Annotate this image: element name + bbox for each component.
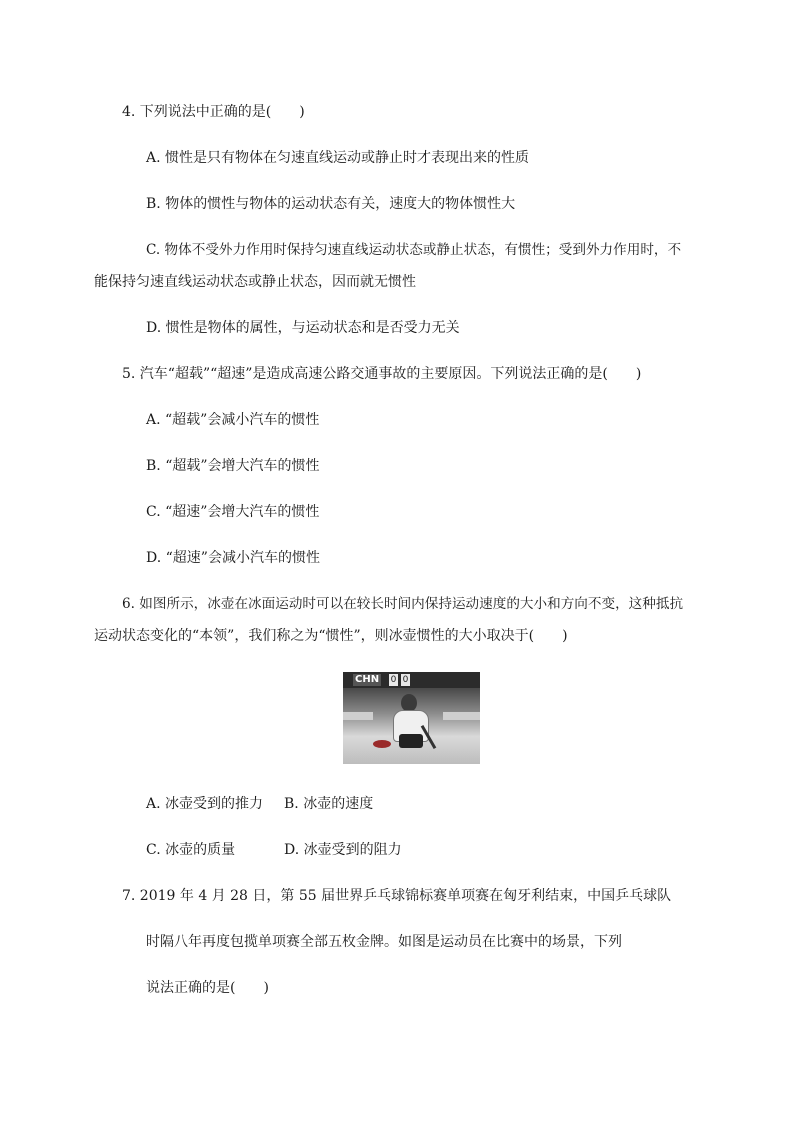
question-4-stem: 4. 下列说法中正确的是( ) <box>122 104 305 120</box>
question-4-option-c-line2: 能保持匀速直线运动状态或静止状态，因而就无惯性 <box>94 274 416 290</box>
arena-board <box>343 712 373 720</box>
question-6-option-b: B. 冰壶的速度 <box>284 796 374 812</box>
curling-photo <box>343 672 480 764</box>
question-4-option-b: B. 物体的惯性与物体的运动状态有关，速度大的物体惯性大 <box>146 196 516 212</box>
question-7-stem-line2: 时隔八年再度包揽单项赛全部五枚金牌。如图是运动员在比赛中的场景，下列 <box>146 934 622 950</box>
scoreboard-digit: 0 <box>402 675 409 685</box>
question-4-option-c-line1: C. 物体不受外力作用时保持匀速直线运动状态或静止状态，有惯性；受到外力作用时，不 <box>146 242 682 258</box>
player-leg <box>399 734 423 748</box>
question-5-option-b: B. “超载”会增大汽车的惯性 <box>146 458 320 474</box>
curling-stone <box>373 740 391 748</box>
question-5-option-a: A. “超载”会减小汽车的惯性 <box>146 412 320 428</box>
question-6-stem-line2: 运动状态变化的“本领”，我们称之为“惯性”，则冰壶惯性的大小取决于( ) <box>94 628 568 644</box>
scoreboard-digit: 0 <box>390 675 397 685</box>
question-6-option-c: C. 冰壶的质量 <box>146 842 236 858</box>
scoreboard-team-label: CHN <box>355 674 380 685</box>
question-4-option-d: D. 惯性是物体的属性，与运动状态和是否受力无关 <box>146 320 460 336</box>
question-5-option-c: C. “超速”会增大汽车的惯性 <box>146 504 320 520</box>
question-7-stem-line1: 7. 2019 年 4 月 28 日，第 55 届世界乒乓球锦标赛单项赛在匈牙利结束，中国乒乓球队 <box>122 888 672 904</box>
question-4-option-a: A. 惯性是只有物体在匀速直线运动或静止时才表现出来的性质 <box>146 150 530 166</box>
question-6-option-a: A. 冰壶受到的推力 <box>146 796 264 812</box>
arena-board <box>443 712 480 720</box>
question-5-option-d: D. “超速”会减小汽车的惯性 <box>146 550 320 566</box>
question-5-stem: 5. 汽车“超载”“超速”是造成高速公路交通事故的主要原因。下列说法正确的是( ) <box>122 366 642 382</box>
question-6-stem-line1: 6. 如图所示，冰壶在冰面运动时可以在较长时间内保持运动速度的大小和方向不变，这种抵抗 <box>122 596 684 612</box>
question-7-stem-line3: 说法正确的是( ) <box>146 980 269 996</box>
question-6-option-d: D. 冰壶受到的阻力 <box>284 842 402 858</box>
